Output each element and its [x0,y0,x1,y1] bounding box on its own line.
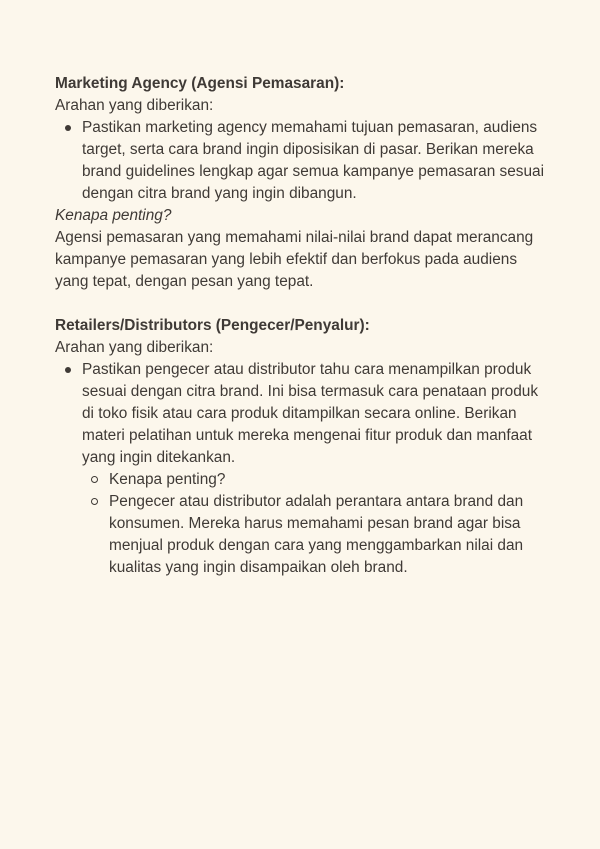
section-heading-retailers: Retailers/Distributors (Pengecer/Penyalur): [55,317,370,334]
why-important-label: Kenapa penting? [55,207,172,224]
sub-bullet-item: Kenapa penting? [82,469,550,491]
bullet-list [55,117,550,205]
section-heading-marketing-agency: Marketing Agency (Agensi Pemasaran): [55,75,345,92]
section-intro-text: Arahan yang diberikan: [55,339,214,356]
why-important-text: Agensi pemasaran yang memahami nilai-nilai brand dapat merancang kampanye pemasaran yang lebih efektif dan berfokus pada audiens yang tepat, dengan pesan yang tepat. [55,229,534,290]
bullet-list [55,359,550,469]
section-intro-text: Arahan yang diberikan: [55,97,214,114]
document-page [55,73,550,579]
sub-bullet-item: Pengecer atau distributor adalah perantara antara brand dan konsumen. Mereka harus memahami pesan brand agar bisa menjual produk dengan cara yang menggambarkan nilai dan kualitas yang ingin disampaikan oleh brand. [82,491,550,579]
bullet-item: Pastikan pengecer atau distributor tahu cara menampilkan produk sesuai dengan citra brand. Ini bisa termasuk cara penataan produk di toko fisik atau cara produk ditampilkan secara online. Berikan materi pelatihan untuk mereka mengenai fitur produk dan manfaat yang ingin ditekankan. [55,359,550,469]
bullet-item: Pastikan marketing agency memahami tujuan pemasaran, audiens target, serta cara brand ingin diposisikan di pasar. Berikan mereka brand guidelines lengkap agar semua kampanye pemasaran sesuai dengan citra brand yang ingin dibangun. [55,117,550,205]
section-spacer [55,293,550,315]
sub-bullet-list [82,469,550,579]
